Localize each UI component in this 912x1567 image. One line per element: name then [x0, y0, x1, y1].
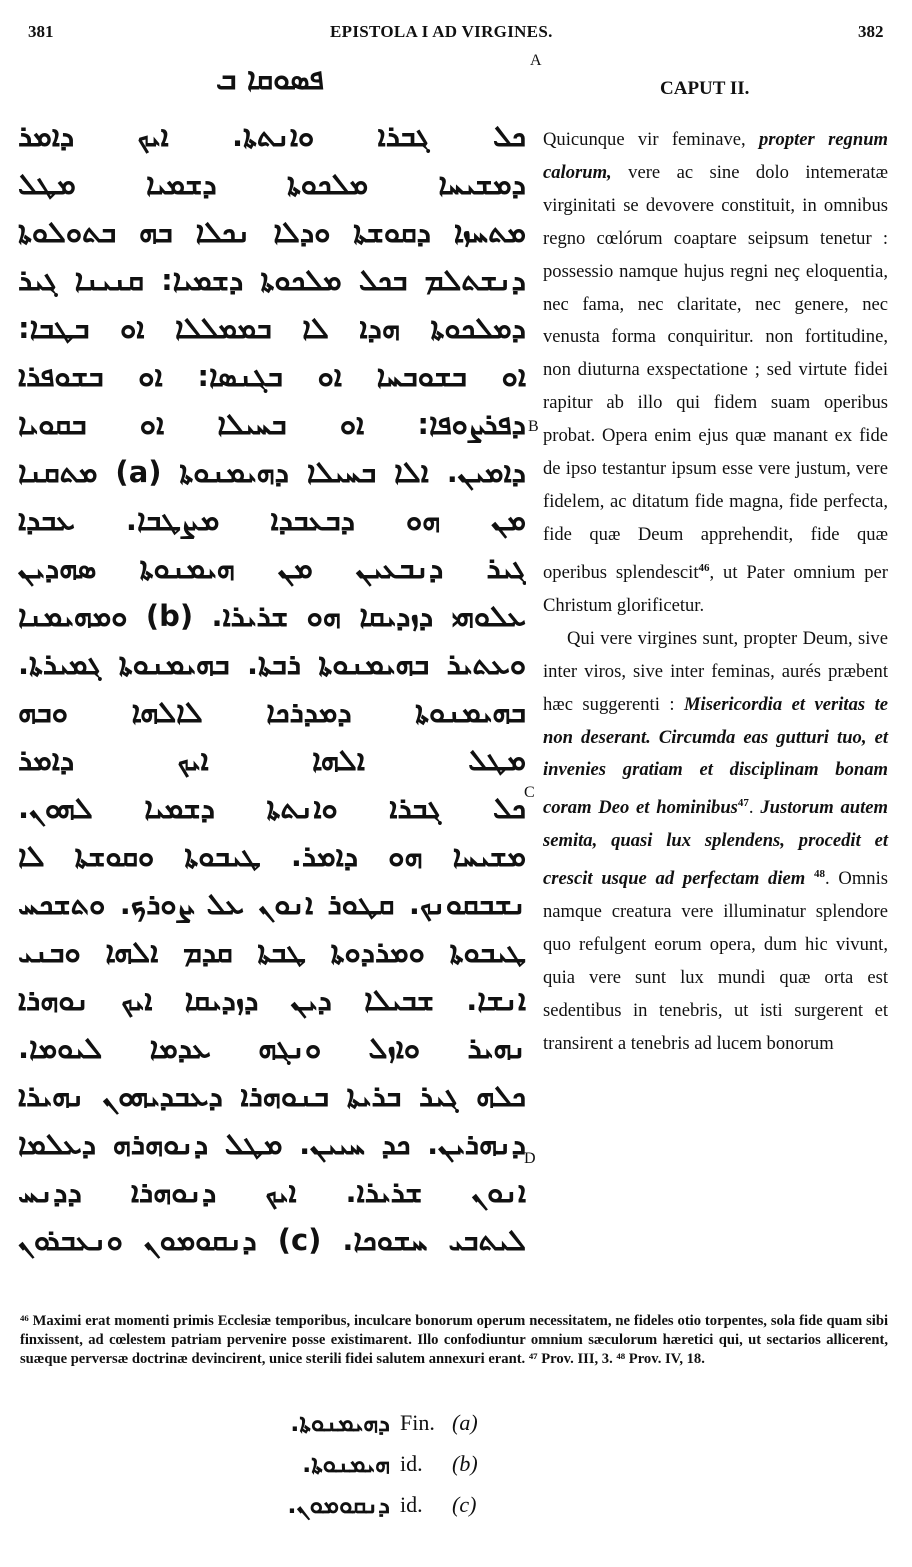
syriac-line: ܡܬܚܙܐ ܕܩܘܫܬܐ ܘܕܠܐ ܢܟܠܐ ܒܗ ܒܬܘܠܘܬܐ: [18, 215, 526, 249]
variant-label: (a): [452, 1409, 478, 1435]
syriac-line: ܕܢܗܪܝܢ. ܟܕ ܚܝܝܢ. ܡܛܠ ܕܢܘܗܪܗ ܕܥܠܡܐ: [18, 1127, 526, 1161]
footnote-ref: 47: [737, 797, 749, 810]
syriac-line: ܢܗܝܪ ܘܐܙܠ ܘܢܓܗ ܥܕܡܐ ܠܝܘܡܐ.: [18, 1031, 526, 1065]
margin-marker-b: B: [528, 418, 539, 435]
variant-syriac: ܗܝܡܢܘܬܐ.: [302, 1449, 390, 1478]
textual-variants: [230, 1402, 530, 1525]
variant-row: [230, 1484, 530, 1525]
variant-label: (b): [452, 1450, 478, 1476]
variant-syriac: ܕܢܩܘܡܘܢ.: [287, 1490, 390, 1519]
latin-text: Quicunque vir feminave,: [543, 129, 746, 150]
latin-paragraph-1: [543, 124, 888, 623]
variant-label: (c): [452, 1491, 477, 1517]
syriac-line: ܐܢܫܐ. ܫܒܝܠܐ ܕܝܢ ܕܙܕܝܩܐ ܐܝܟ ܢܘܗܪܐ: [18, 983, 526, 1017]
footnote-ref: 48: [814, 868, 825, 881]
variant-ref: id.: [400, 1491, 423, 1517]
latin-text: Qui vere virgines sunt, propter Deum, sive inter viros, sive inter feminas, aurés præbent hæc suggerenti :: [543, 627, 888, 715]
variant-row: [230, 1443, 530, 1484]
syriac-line: ܐܘ ܒܫܘܒܚܐ ܐܘ ܒܓܢܣܐ: ܐܘ ܒܫܘܦܪܐ: [18, 359, 526, 393]
running-title: EPISTOLA I AD VIRGINES.: [330, 22, 553, 41]
syriac-heading: ܦܣܘܩܐ ܒ: [216, 62, 324, 97]
latin-quote: Justorum autem semita, quasi lux splendens, procedit et crescit usque ad perfectam diem: [543, 797, 888, 890]
syriac-line: ܟܠ ܓܒܪܐ ܘܐܢܬܬܐ ܕܫܡܝܐ ܠܗܘܢ.: [18, 791, 526, 825]
syriac-line: ܢܫܒܩܘܢܟ. ܩܛܘܪ ܐܢܘܢ ܥܠ ܨܘܪܟ. ܘܬܫܟܚ: [18, 887, 526, 921]
syriac-line: ܠܝܬܒܝ ܚܫܘܟܐ. (c) ܕܢܩܘܡܘܢ ܘܢܥܒܪܘܢ: [18, 1223, 526, 1257]
syriac-text-column: [18, 112, 526, 1264]
syriac-line: ܕܐܡܝܢ. ܐܠܐ ܒܚܝܠܐ ܕܗܝܡܢܘܬܐ (a) ܡܬܩܢܐ: [18, 455, 526, 489]
margin-marker-d: D: [524, 1150, 536, 1167]
syriac-line: ܕܢܫܬܠܡ ܒܟܠ ܡܠܟܘܬܐ ܕܫܡܝܐ: ܩܢܝܢܐ ܓܝܪ: [18, 263, 526, 297]
latin-text: , ut Pater omnium per Christum glorificetur.: [543, 561, 888, 616]
syriac-line: ܥܠܘܗܝ ܕܙܕܝܩܐ ܗܘ ܫܪܝܪܐ. (b) ܘܡܗܝܡܢܐ: [18, 599, 526, 633]
variant-syriac: ܕܗܝܡܢܘܬܐ.: [290, 1408, 390, 1437]
syriac-line: ܟܠܗ ܓܝܪ ܒܪܝܬܐ ܒܢܘܗܪܐ ܕܥܒܕܝܗܘܢ ܢܗܝܪܐ: [18, 1079, 526, 1113]
latin-paragraph-2: [543, 623, 888, 1061]
chapter-heading: CAPUT II.: [660, 78, 750, 99]
footnotes: ⁴⁶ Maximi erat momenti primis Ecclesiæ temporibus, inculcare bonorum operum necessitatem, ne fideles otio torpentes, sola fide quam sibi finxissent, ad cœlestem patriam pervenire posse existimarent. Illo confodiuntur omnium sæculorum hæretici qui, ut sectarios allicerent, suæque perversæ doctrinæ devincirent, unice sterili fidei salutem annexuri erant. ⁴⁷ Prov. III, 3. ⁴⁸ Prov. IV, 18.: [20, 1313, 888, 1367]
margin-marker-a: A: [530, 52, 542, 69]
syriac-line: ܛܝܒܘܬܐ ܘܡܪܕܘܬܐ ܛܒܬܐ ܩܕܡ ܐܠܗܐ ܘܒܢܝ: [18, 935, 526, 969]
syriac-line: ܕܦܪܨܘܦܐ: ܐܘ ܒܚܝܠܐ ܐܘ ܒܩܘܝܐ: [18, 407, 526, 441]
footnote-ref: 46: [698, 561, 710, 574]
syriac-line: ܒܗܝܡܢܘܬܐ ܕܡܕܪܟܐ ܠܐܠܗܐ ܘܒܗ: [18, 695, 526, 729]
latin-text-column: [543, 124, 888, 1061]
syriac-line: ܡܢ ܗܘ ܕܒܥܒܕܐ ܡܨܛܒܐ. ܥܒܕܐ: [18, 503, 526, 537]
syriac-line: ܕܡܫܝܚܐ ܡܠܟܘܬܐ ܕܫܡܝܐ ܡܛܠ: [18, 167, 526, 201]
syriac-line: ܓܝܪ ܕܢܒܥܝܢ ܡܢ ܗܝܡܢܘܬܐ ܣܗܕܝܢ: [18, 551, 526, 585]
latin-quote: propter regnum calorum,: [543, 129, 888, 183]
syriac-line: ܡܫܝܚܐ ܗܘ ܕܐܡܪ. ܛܝܒܘܬܐ ܘܩܘܫܬܐ ܠܐ: [18, 839, 526, 873]
latin-text: . Omnis namque creatura vere illuminatur splendore quo refulgent eorum opera, dum hic vivunt, quia vere sunt lux mundi quæ orta est sedentibus in tenebris, ut isti surgerent et transirent a tenebris ad lucem bonorum: [543, 868, 888, 1055]
variant-ref: id.: [400, 1450, 423, 1476]
page-number-left: 381: [28, 22, 54, 41]
syriac-line: ܕܡܠܟܘܬܐ ܗܕܐ ܠܐ ܒܡܡܠܠܐ ܐܘ ܒܛܒܐ:: [18, 311, 526, 345]
latin-quote: Misericordia et veritas te non deserant. Circumda eas gutturi tuo, et invenies gratiam et disciplinam bonam coram Deo et hominibus: [543, 693, 888, 819]
syriac-line: ܟܠ ܓܒܪܐ ܘܐܢܬܬܐ. ܐܝܟ ܕܐܡܪ: [18, 119, 526, 153]
margin-marker-c: C: [524, 784, 535, 801]
latin-text: .: [748, 797, 754, 819]
syriac-line: ܡܛܠ ܐܠܗܐ ܐܝܟ ܕܐܡܪ: [18, 743, 526, 777]
variant-ref: Fin.: [400, 1409, 435, 1435]
variant-row: [230, 1402, 530, 1443]
syriac-line: ܘܥܬܝܪ ܒܗܝܡܢܘܬܐ ܪܒܬܐ. ܒܗܝܡܢܘܬܐ ܓܡܝܪܬܐ.: [18, 647, 526, 681]
syriac-line: ܐܢܘܢ ܫܪܝܪܐ. ܐܝܟ ܕܢܘܗܪܐ ܕܕܢܚ: [18, 1175, 526, 1209]
page-number-right: 382: [858, 22, 884, 41]
latin-text: vere ac sine dolo intemeratæ virginitati se devovere constituit, in omnibus regno cœlórum coaptare seipsum tenetur : possessio namque hujus regni neç eloquentia, nec fama, nec claritate, nec genere, nec venusta forma conquiritur. non fortitudine, non diuturna exspectatione ; sed virtute fidei rapitur ab illo qui fidem suam operibus probat. Opera enim ejus quæ manant ex fide de ipso testantur ipsum esse vere justum, vere fidelem, ac ditatum fide magna, fide perfecta, fide quæ Deum apprehendit, fide quæ operibus splendescit: [543, 161, 888, 583]
